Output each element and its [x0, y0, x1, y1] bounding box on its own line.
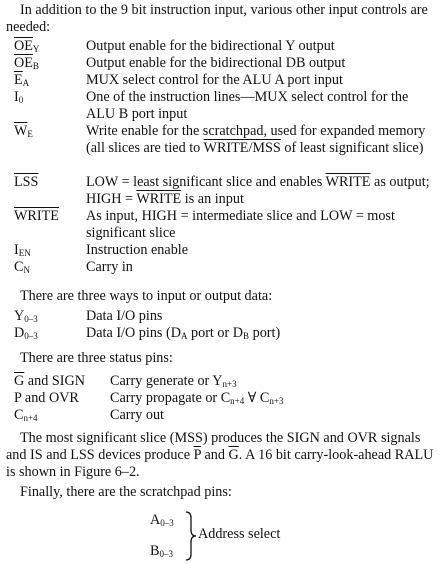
io-symbol: $Y_{0-3}$: [14, 308, 38, 324]
scratchpad-pins: [150, 510, 350, 560]
io-description: Data I/O pins ($D_A$ port or $D_B$ port): [86, 325, 281, 341]
control-row: [14, 208, 434, 242]
control-row: [14, 72, 434, 89]
control-description: Write enable for the scratchpad, used for expanded memory (all slices are tied to WRITE/MSS of least significant slice): [86, 123, 426, 156]
control-symbol: $\overline{W}_E$: [14, 123, 33, 139]
io-row: [14, 308, 434, 325]
status-row: [14, 373, 434, 390]
control-row: [14, 123, 434, 174]
control-description: One of the instruction lines—MUX select control for the ALU B port input: [86, 89, 409, 122]
status-description: Carry propagate or $C_{n+4}$ ∀ $C_{n+3}$: [110, 390, 284, 406]
input-controls-list: [14, 38, 434, 276]
control-description: LOW = least significant slice and enables WRITE as output; HIGH = WRITE is an input: [86, 174, 430, 207]
io-pins-list: [14, 308, 434, 342]
control-row: [14, 38, 434, 55]
control-symbol: $I_0$: [14, 89, 24, 105]
status-symbol: P and OVR: [14, 390, 79, 406]
status-symbol: $\overline{G}$ and SIGN: [14, 373, 85, 389]
status-description: Carry out: [110, 407, 164, 423]
control-row: [14, 259, 434, 276]
io-symbol: $D_{0-3}$: [14, 325, 38, 341]
scratchpad-pin-a: $A_{0-3}$: [150, 512, 174, 528]
status-symbol: $C_{n+4}$: [14, 407, 38, 423]
status-description: Carry generate or $Y_{n+3}$: [110, 373, 237, 389]
control-row: [14, 174, 434, 208]
control-row: [14, 89, 434, 123]
control-row: [14, 242, 434, 259]
io-description: Data I/O pins: [86, 308, 163, 324]
control-description: As input, HIGH = intermediate slice and LOW = most significant slice: [86, 208, 395, 241]
control-symbol: $\overline{LSS}$: [14, 174, 39, 190]
io-intro-paragraph: There are three ways to input or output data:: [20, 288, 273, 304]
io-row: [14, 325, 434, 342]
status-pins-list: [14, 373, 434, 424]
control-description: Instruction enable: [86, 242, 189, 258]
mss-paragraph: The most significant slice (MSS) produces the SIGN and OVR signals and IS and LSS devices produce $\overline{P}$ and $\overline{G}$. A 16 bit carry-look-ahead RALU is shown in Figure 6–2.: [6, 430, 434, 480]
control-description: Output enable for the bidirectional Y output: [86, 38, 335, 54]
right-brace-icon: [184, 510, 198, 562]
control-description: MUX select control for the ALU A port input: [86, 72, 343, 88]
control-symbol: WRITE: [14, 208, 59, 224]
scratchpad-intro-paragraph: Finally, there are the scratchpad pins:: [20, 484, 232, 500]
control-symbol: $\overline{OE}_Y$: [14, 38, 40, 54]
address-select-label: Address select: [198, 526, 281, 542]
control-description: Carry in: [86, 259, 133, 275]
control-row: [14, 55, 434, 72]
status-row: [14, 407, 434, 424]
intro-paragraph: In addition to the 9 bit instruction input, various other input controls are needed:: [6, 2, 428, 35]
control-symbol: $I_{EN}$: [14, 242, 31, 258]
control-symbol: $\overline{OE}_B$: [14, 55, 39, 71]
scratchpad-pin-b: $B_{0-3}$: [150, 543, 173, 559]
control-symbol: $\overline{E}_A$: [14, 72, 30, 88]
status-row: [14, 390, 434, 407]
control-symbol: $C_N$: [14, 259, 30, 275]
control-description: Output enable for the bidirectional DB output: [86, 55, 346, 71]
status-intro-paragraph: There are three status pins:: [20, 350, 173, 366]
